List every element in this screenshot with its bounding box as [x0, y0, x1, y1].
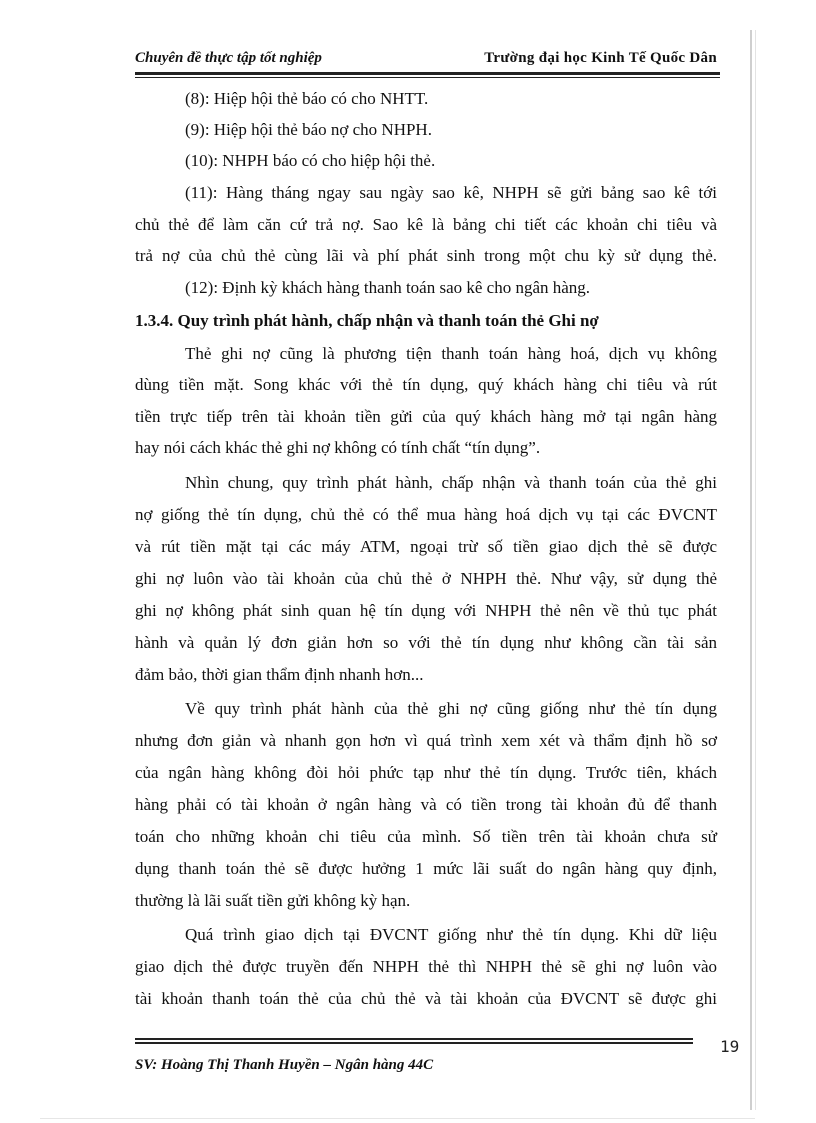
text-line: (10): NHPH báo có cho hiệp hội thẻ.	[185, 151, 436, 170]
text-line: toán cho những khoản chi tiêu của mình. Số tiền trên tài khoản chưa sử	[135, 827, 717, 846]
text-line: hành và quản lý đơn giản hơn so với thẻ tín dụng như không cần tài sản	[135, 633, 717, 652]
text-line: Nhìn chung, quy trình phát hành, chấp nhận và thanh toán của thẻ ghi	[185, 473, 717, 492]
text-line: Về quy trình phát hành của thẻ ghi nợ cũng giống như thẻ tín dụng	[185, 699, 717, 718]
text-line: trả nợ của chủ thẻ cùng lãi và phí phát sinh trong một chu kỳ sử dụng thẻ.	[135, 246, 717, 265]
page-frame-right	[750, 30, 752, 1110]
text-line: Quá trình giao dịch tại ĐVCNT giống như thẻ tín dụng. Khi dữ liệu	[185, 925, 717, 944]
text-line: hay nói cách khác thẻ ghi nợ không có tính chất “tín dụng”.	[135, 438, 541, 457]
text-line: tài khoản thanh toán thẻ của chủ thẻ và tài khoản của ĐVCNT sẽ được ghi	[135, 989, 717, 1008]
page-frame-right-shadow	[755, 30, 756, 1110]
footer-author: SV: Hoàng Thị Thanh Huyền – Ngân hàng 44C	[135, 1057, 434, 1073]
text-line: và rút tiền mặt tại các máy ATM, ngoại trừ số tiền giao dịch thẻ sẽ được	[135, 537, 717, 556]
text-line: tiền trực tiếp trên tài khoản tiền gửi của quý khách hàng mở tại ngân hàng	[135, 407, 717, 426]
text-line: (11): Hàng tháng ngay sau ngày sao kê, NHPH sẽ gửi bảng sao kê tới	[185, 183, 717, 202]
text-line: (12): Định kỳ khách hàng thanh toán sao kê cho ngân hàng.	[185, 278, 591, 297]
text-line: giao dịch thẻ được truyền đến NHPH thẻ thì NHPH thẻ sẽ ghi nợ luôn vào	[135, 957, 717, 976]
text-line: ghi nợ luôn vào tài khoản của chủ thẻ ở NHPH thẻ. Như vậy, sử dụng thẻ	[135, 569, 717, 588]
text-line: thường là lãi suất tiền gửi không kỳ hạn.	[135, 891, 411, 910]
text-line: (9): Hiệp hội thẻ báo nợ cho NHPH.	[185, 120, 432, 139]
text-line: (8): Hiệp hội thẻ báo có cho NHTT.	[185, 89, 429, 108]
text-line: Thẻ ghi nợ cũng là phương tiện thanh toán hàng hoá, dịch vụ không	[185, 344, 717, 363]
text-line: nhưng đơn giản và nhanh gọn hơn vì quá trình xem xét và thẩm định hồ sơ	[135, 731, 717, 750]
text-line: nợ giống thẻ tín dụng, chủ thẻ có thể mua hàng hoá dịch vụ tại các ĐVCNT	[135, 505, 717, 524]
header-title-left: Chuyên đề thực tập tốt nghiệp	[135, 50, 322, 66]
footer-rule	[135, 1038, 693, 1044]
header-title-right: Trường đại học Kinh Tế Quốc Dân	[484, 50, 717, 66]
text-line: chủ thẻ để làm căn cứ trả nợ. Sao kê là bảng chi tiết các khoản chi tiêu và	[135, 215, 717, 234]
page-number: 19	[720, 1037, 740, 1056]
text-line: ghi nợ không phát sinh quan hệ tín dụng với NHPH thẻ nên về thủ tục phát	[135, 601, 717, 620]
text-line: dụng thanh toán thẻ sẽ được hưởng 1 mức lãi suất do ngân hàng quy định,	[135, 859, 717, 878]
page-frame-bottom	[40, 1118, 755, 1119]
text-line: dùng tiền mặt. Song khác với thẻ tín dụng, quý khách hàng chi tiêu và rút	[135, 375, 717, 394]
section-heading: 1.3.4. Quy trình phát hành, chấp nhận và thanh toán thẻ Ghi nợ	[135, 311, 599, 330]
text-line: hàng phải có tài khoản ở ngân hàng và có tiền trong tài khoản đủ để thanh	[135, 795, 717, 814]
page-header	[135, 48, 717, 70]
text-line: đảm bảo, thời gian thẩm định nhanh hơn...	[135, 665, 424, 684]
text-line: của ngân hàng không đòi hỏi phức tạp như thẻ tín dụng. Trước tiên, khách	[135, 763, 717, 782]
header-rule	[135, 72, 720, 78]
